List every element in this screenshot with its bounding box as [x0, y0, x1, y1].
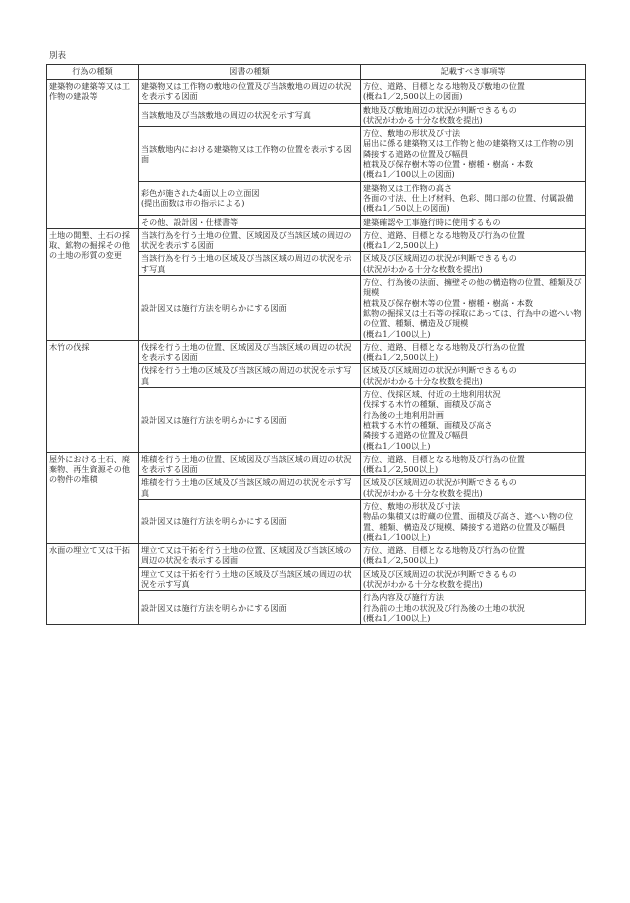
action-type-cell: 水面の埋立て又は干拓	[47, 544, 139, 625]
required-item-line: 隣接する道路の位置及び幅員	[363, 430, 469, 441]
required-item-line: (状況がわかる十分な枚数を提出)	[363, 579, 483, 590]
required-item-line: (概ね1／2,500以上)	[363, 555, 439, 566]
required-items-cell	[361, 276, 586, 341]
required-items-cell	[361, 591, 586, 625]
required-items-cell	[361, 544, 586, 568]
required-item-line: 行為前の土地の状況及び行為後の土地の状況	[363, 602, 525, 613]
table-header-row	[47, 65, 586, 80]
header-document-type: 図書の種類	[139, 65, 361, 80]
required-item-line: 建築確認や工事施行時に使用するもの	[363, 216, 501, 227]
required-item-line: (概ね1／100以上の図面)	[363, 169, 455, 180]
required-item-line: 届出に係る建築物又は工作物と他の建築物又は工作物の別	[363, 138, 574, 149]
header-required-items: 記載すべき事項等	[361, 65, 586, 80]
required-item-line: 方位、道路、目標となる地物及び行為の位置	[363, 545, 525, 556]
required-item-line: (概ね1／2,500以上)	[363, 352, 439, 363]
required-item-line: (概ね1／100以上)	[363, 440, 431, 451]
required-item-line: 各面の寸法、仕上げ材料、色彩、開口部の位置、付属設備	[363, 192, 574, 203]
required-item-line: 行為内容及び施行方法	[363, 592, 444, 603]
required-item-line: 建築物又は工作物の高さ	[363, 182, 453, 193]
required-item-line: 区域及び区域周辺の状況が判断できるもの	[363, 253, 517, 264]
submission-documents-table	[46, 64, 586, 625]
document-type-cell: 当該行為を行う土地の区域及び当該区域の周辺の状況を示す写真	[139, 252, 361, 276]
document-type-cell: 彩色が施された4面以上の立面図 (提出面数は市の指示による)	[139, 181, 361, 215]
required-item-line: (概ね1／2,500以上)	[363, 464, 439, 475]
document-type-cell: 設計図又は施行方法を明らかにする図面	[139, 388, 361, 453]
required-item-line: (状況がわかる十分な枚数を提出)	[363, 263, 483, 274]
document-type-cell: 堆積を行う土地の位置、区域図及び当該区域の周辺の状況を表示する図面	[139, 452, 361, 476]
required-item-line: 方位、敷地の形状及び寸法	[363, 128, 461, 139]
required-items-cell	[361, 388, 586, 453]
required-item-line: 方位、敷地の形状及び寸法	[363, 500, 461, 511]
required-items-cell	[361, 499, 586, 543]
required-item-line: (概ね1／2,500以上の図面)	[363, 91, 463, 102]
required-item-line: (概ね1／100以上)	[363, 612, 431, 623]
required-item-line: (状況がわかる十分な枚数を提出)	[363, 375, 483, 386]
required-items-cell	[361, 215, 586, 228]
action-type-cell: 土地の開墾、土石の採取、鉱物の掘採その他の土地の形質の変更	[47, 228, 139, 340]
document-type-cell: 設計図又は施行方法を明らかにする図面	[139, 591, 361, 625]
required-item-line: 方位、伐採区域、付近の土地利用状況	[363, 389, 501, 400]
document-type-cell: 当該敷地及び当該敷地の周辺の状況を示す写真	[139, 103, 361, 127]
required-item-line: 行為後の土地利用計画	[363, 409, 444, 420]
required-item-line: (概ね1／100以上)	[363, 531, 431, 542]
required-item-line: 方位、道路、目標となる地物及び行為の位置	[363, 453, 525, 464]
table-row	[47, 80, 586, 104]
required-item-line: 植栽及び保存樹木等の位置・樹種・樹高・本数	[363, 297, 533, 308]
document-type-cell: 建築物又は工作物の敷地の位置及び当該敷地の周辺の状況を表示する図面	[139, 80, 361, 104]
document-type-cell: 当該敷地内における建築物又は工作物の位置を表示する図面	[139, 127, 361, 181]
required-item-line: 方位、道路、目標となる地物及び行為の位置	[363, 229, 525, 240]
required-item-line: 区域及び区域周辺の状況が判断できるもの	[363, 365, 517, 376]
required-items-cell	[361, 103, 586, 127]
document-type-cell: その他、設計図・仕様書等	[139, 215, 361, 228]
required-items-cell	[361, 228, 586, 252]
document-type-cell: 伐採を行う土地の区域及び当該区域の周辺の状況を示す写真	[139, 364, 361, 388]
required-item-line: 伐採する木竹の種類、面積及び高さ	[363, 399, 493, 410]
table-row	[47, 228, 586, 252]
required-item-line: 植栽及び保存樹木等の位置・樹種・樹高・本数	[363, 159, 533, 170]
required-items-cell	[361, 452, 586, 476]
header-action-type: 行為の種類	[47, 65, 139, 80]
document-type-cell: 堆積を行う土地の区域及び当該区域の周辺の状況を示す写真	[139, 476, 361, 500]
required-item-line: 方位、道路、目標となる地物及び敷地の位置	[363, 81, 525, 91]
document-type-cell: 埋立て又は干拓を行う土地の位置、区域図及び当該区域の周辺の状況を表示する図面	[139, 544, 361, 568]
document-type-cell: 埋立て又は干拓を行う土地の区域及び当該区域の周辺の状況を示す写真	[139, 567, 361, 591]
required-item-line: (概ね1／2,500以上)	[363, 240, 439, 251]
required-items-cell	[361, 127, 586, 181]
required-item-line: 区域及び区域周辺の状況が判断できるもの	[363, 477, 517, 488]
required-items-cell	[361, 80, 586, 104]
required-item-line: 方位、行為後の法面、擁壁その他の構造物の位置、種類及び規模	[363, 277, 582, 298]
action-type-cell: 建築物の建築等又は工作物の建設等	[47, 80, 139, 229]
document-type-cell: 設計図又は施行方法を明らかにする図面	[139, 276, 361, 341]
required-item-line: (概ね1／100以上)	[363, 328, 431, 339]
required-item-line: 隣接する道路の位置及び幅員	[363, 148, 469, 159]
action-type-cell: 木竹の伐採	[47, 340, 139, 452]
required-item-line: (概ね1／50以上の図面)	[363, 203, 450, 214]
required-items-cell	[361, 340, 586, 364]
required-items-cell	[361, 476, 586, 500]
document-type-cell: 設計図又は施行方法を明らかにする図面	[139, 499, 361, 543]
required-items-cell	[361, 252, 586, 276]
table-body	[47, 80, 586, 625]
required-item-line: 植栽する木竹の種類、面積及び高さ	[363, 419, 493, 430]
required-item-line: 物品の集積又は貯蔵の位置、面積及び高さ、遮へい物の位置、種類、構造及び規模、隣接する道路の位置及び幅員	[363, 511, 574, 532]
document-type-cell: 当該行為を行う土地の位置、区域図及び当該区域の周辺の状況を表示する図面	[139, 228, 361, 252]
required-item-line: 区域及び区域周辺の状況が判断できるもの	[363, 568, 517, 579]
required-items-cell	[361, 567, 586, 591]
table-row	[47, 544, 586, 568]
required-item-line: (状況がわかる十分な枚数を提出)	[363, 114, 483, 125]
required-item-line: 鉱物の掘採又は土石等の採取にあっては、行為中の遮へい物の位置、種類、構造及び規模	[363, 307, 582, 329]
required-items-cell	[361, 181, 586, 215]
required-item-line: 方位、道路、目標となる地物及び行為の位置	[363, 341, 525, 352]
action-type-cell: 屋外における土石、廃棄物、再生資源その他の物件の堆積	[47, 452, 139, 543]
required-items-cell	[361, 364, 586, 388]
required-item-line: 敷地及び敷地周辺の状況が判断できるもの	[363, 104, 517, 115]
required-item-line: (状況がわかる十分な枚数を提出)	[363, 487, 483, 498]
table-row	[47, 340, 586, 364]
page-label: 別表	[49, 51, 67, 61]
table-row	[47, 452, 586, 476]
document-type-cell: 伐採を行う土地の位置、区域図及び当該区域の周辺の状況を表示する図面	[139, 340, 361, 364]
